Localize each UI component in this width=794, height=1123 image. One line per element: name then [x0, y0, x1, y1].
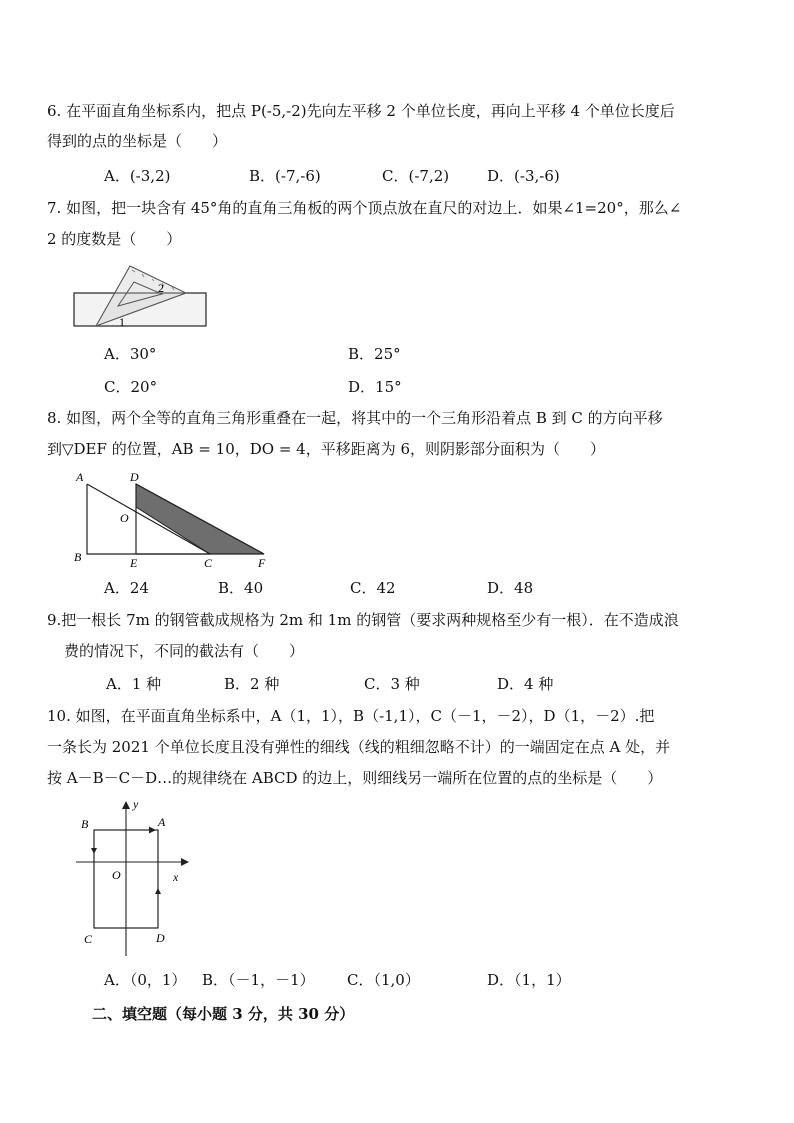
q9-option-c: C．3 种: [364, 675, 420, 693]
q10-option-c: C．（1,0）: [347, 971, 420, 989]
q9-stem-line1: 9.把一根长 7m 的钢管截成规格为 2m 和 1m 的钢管（要求两种规格至少有一根）．在不造成浪: [47, 611, 679, 629]
q8-option-a: A．24: [104, 579, 149, 597]
q6-stem-line2: 得到的点的坐标是（ ）: [47, 132, 228, 150]
q8-stem-line2: 到▽DEF 的位置，AB = 10，DO = 4，平移距离为 6，则阴影部分面积为（ ）: [47, 440, 606, 458]
q6-option-b: B．(-7,-6): [249, 167, 321, 185]
q7-stem-line2: 2 的度数是（ ）: [47, 230, 182, 248]
q7-option-b: B．25°: [348, 345, 401, 363]
q8-option-b: B．40: [218, 579, 264, 597]
q7-option-a: A．30°: [104, 345, 157, 363]
q10-stem-line3: 按 A－B－C－D…的规律绕在 ABCD 的边上，则细线另一端所在位置的点的坐标是（ ）: [47, 769, 663, 787]
q8-stem-line1: 8. 如图，两个全等的直角三角形重叠在一起，将其中的一个三角形沿着点 B 到 C 的方向平移: [47, 409, 663, 427]
section-2-heading: 二、填空题（每小题 3 分，共 30 分）: [92, 1005, 355, 1023]
origin-label: O: [112, 868, 121, 882]
point-d-label: D: [130, 470, 139, 484]
q10-option-a: A．（0，1）: [104, 971, 187, 989]
point-b-label: B: [81, 817, 89, 831]
point-c-label: C: [84, 932, 93, 946]
q10-option-b: B．（－1，－1）: [202, 971, 315, 989]
q6-option-c: C．(-7,2): [382, 167, 450, 185]
q9-option-d: D．4 种: [497, 675, 554, 693]
q6-option-d: D．(-3,-6): [487, 167, 560, 185]
q10-stem-line2: 一条长为 2021 个单位长度且没有弹性的细线（线的粗细忽略不计）的一端固定在点 A 处，并: [47, 738, 671, 756]
point-f-label: F: [258, 556, 266, 570]
q10-stem-line1: 10. 如图，在平面直角坐标系中，A（1，1），B（-1,1），C（－1，－2），D（1，－2）.把: [47, 707, 655, 725]
x-axis-label: x: [173, 870, 179, 884]
point-d-label: D: [156, 931, 165, 945]
angle-1-label: 1: [119, 315, 125, 329]
q10-coordinate-figure: [72, 796, 196, 960]
q6-option-a: A．(-3,2): [104, 167, 171, 185]
q7-stem-line1: 7. 如图，把一块含有 45°角的直角三角板的两个顶点放在直尺的对边上．如果∠1=20°，那么∠: [47, 199, 682, 217]
point-e-label: E: [130, 556, 138, 570]
point-b-label: B: [74, 550, 82, 564]
q8-option-d: D．48: [487, 579, 534, 597]
q9-stem-line2: 费的情况下，不同的截法有（ ）: [64, 642, 305, 660]
q8-triangles-figure: [70, 466, 278, 570]
point-c-label: C: [204, 556, 213, 570]
q6-stem-line1: 6. 在平面直角坐标系内，把点 P(-5,-2)先向左平移 2 个单位长度，再向上平移 4 个单位长度后: [47, 102, 675, 120]
angle-2-label: 2: [158, 281, 164, 295]
point-a-label: A: [158, 815, 166, 829]
q7-option-c: C．20°: [104, 378, 158, 396]
q10-option-d: D．（1，1）: [487, 971, 571, 989]
q7-option-d: D．15°: [348, 378, 402, 396]
q7-ruler-triangle-figure: [70, 260, 212, 332]
q9-option-a: A．1 种: [106, 675, 162, 693]
q9-option-b: B．2 种: [224, 675, 280, 693]
q8-option-c: C．42: [350, 579, 396, 597]
point-o-label: O: [120, 511, 129, 525]
point-a-label: A: [76, 470, 84, 484]
y-axis-label: y: [133, 797, 139, 811]
